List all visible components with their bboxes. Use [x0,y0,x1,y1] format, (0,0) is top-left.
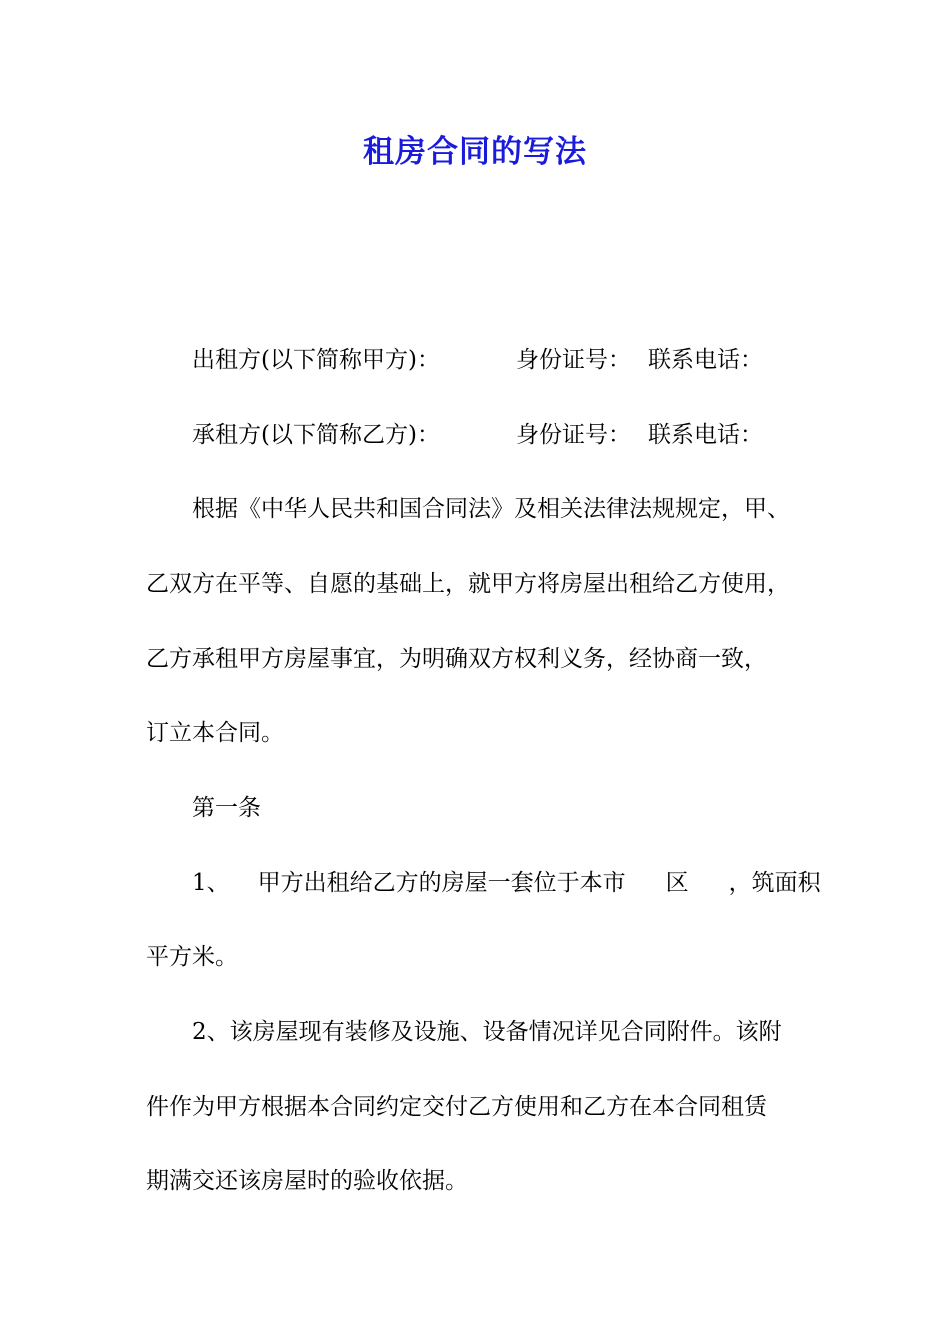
item-1-text-c: ，筑面积 [728,870,821,896]
preamble-line-2: 乙双方在平等、自愿的基础上，就甲方将房屋出租给乙方使用， [146,571,790,597]
article-1-item-2-line-2: 件作为甲方根据本合同约定交付乙方使用和乙方在本合同租赁 [146,1094,767,1120]
preamble-line-1: 根据《中华人民共和国合同法》及相关法律法规规定，甲、 [192,496,790,522]
item-1-text-a: 甲方出租给乙方的房屋一套位于本市 [257,870,626,896]
party-b-label: 承租方(以下简称乙方)： [192,422,440,448]
party-a-label: 出租方(以下简称甲方)： [192,347,440,373]
item-1-text-b: 区 [665,870,689,896]
party-a-phone-label: 联系电话： [648,347,763,373]
item-1-number: 1、 [192,870,230,896]
preamble-line-3: 乙方承租甲方房屋事宜，为明确双方权利义务，经协商一致， [146,646,767,672]
article-1-item-1-line-2: 平方米。 [146,944,238,970]
preamble-line-4: 订立本合同。 [146,720,284,746]
article-1-item-2-line-1: 2、该房屋现有装修及设施、设备情况详见合同附件。该附 [192,1019,782,1045]
party-a-id-label: 身份证号： [516,347,631,373]
article-1-heading: 第一条 [192,795,261,821]
party-b-id-label: 身份证号： [516,422,631,448]
article-1-item-2-line-3: 期满交还该房屋时的验收依据。 [146,1168,468,1194]
article-1-item-1-line-1 [192,868,821,898]
party-b-phone-label: 联系电话： [648,422,763,448]
document-title: 租房合同的写法 [363,134,587,170]
